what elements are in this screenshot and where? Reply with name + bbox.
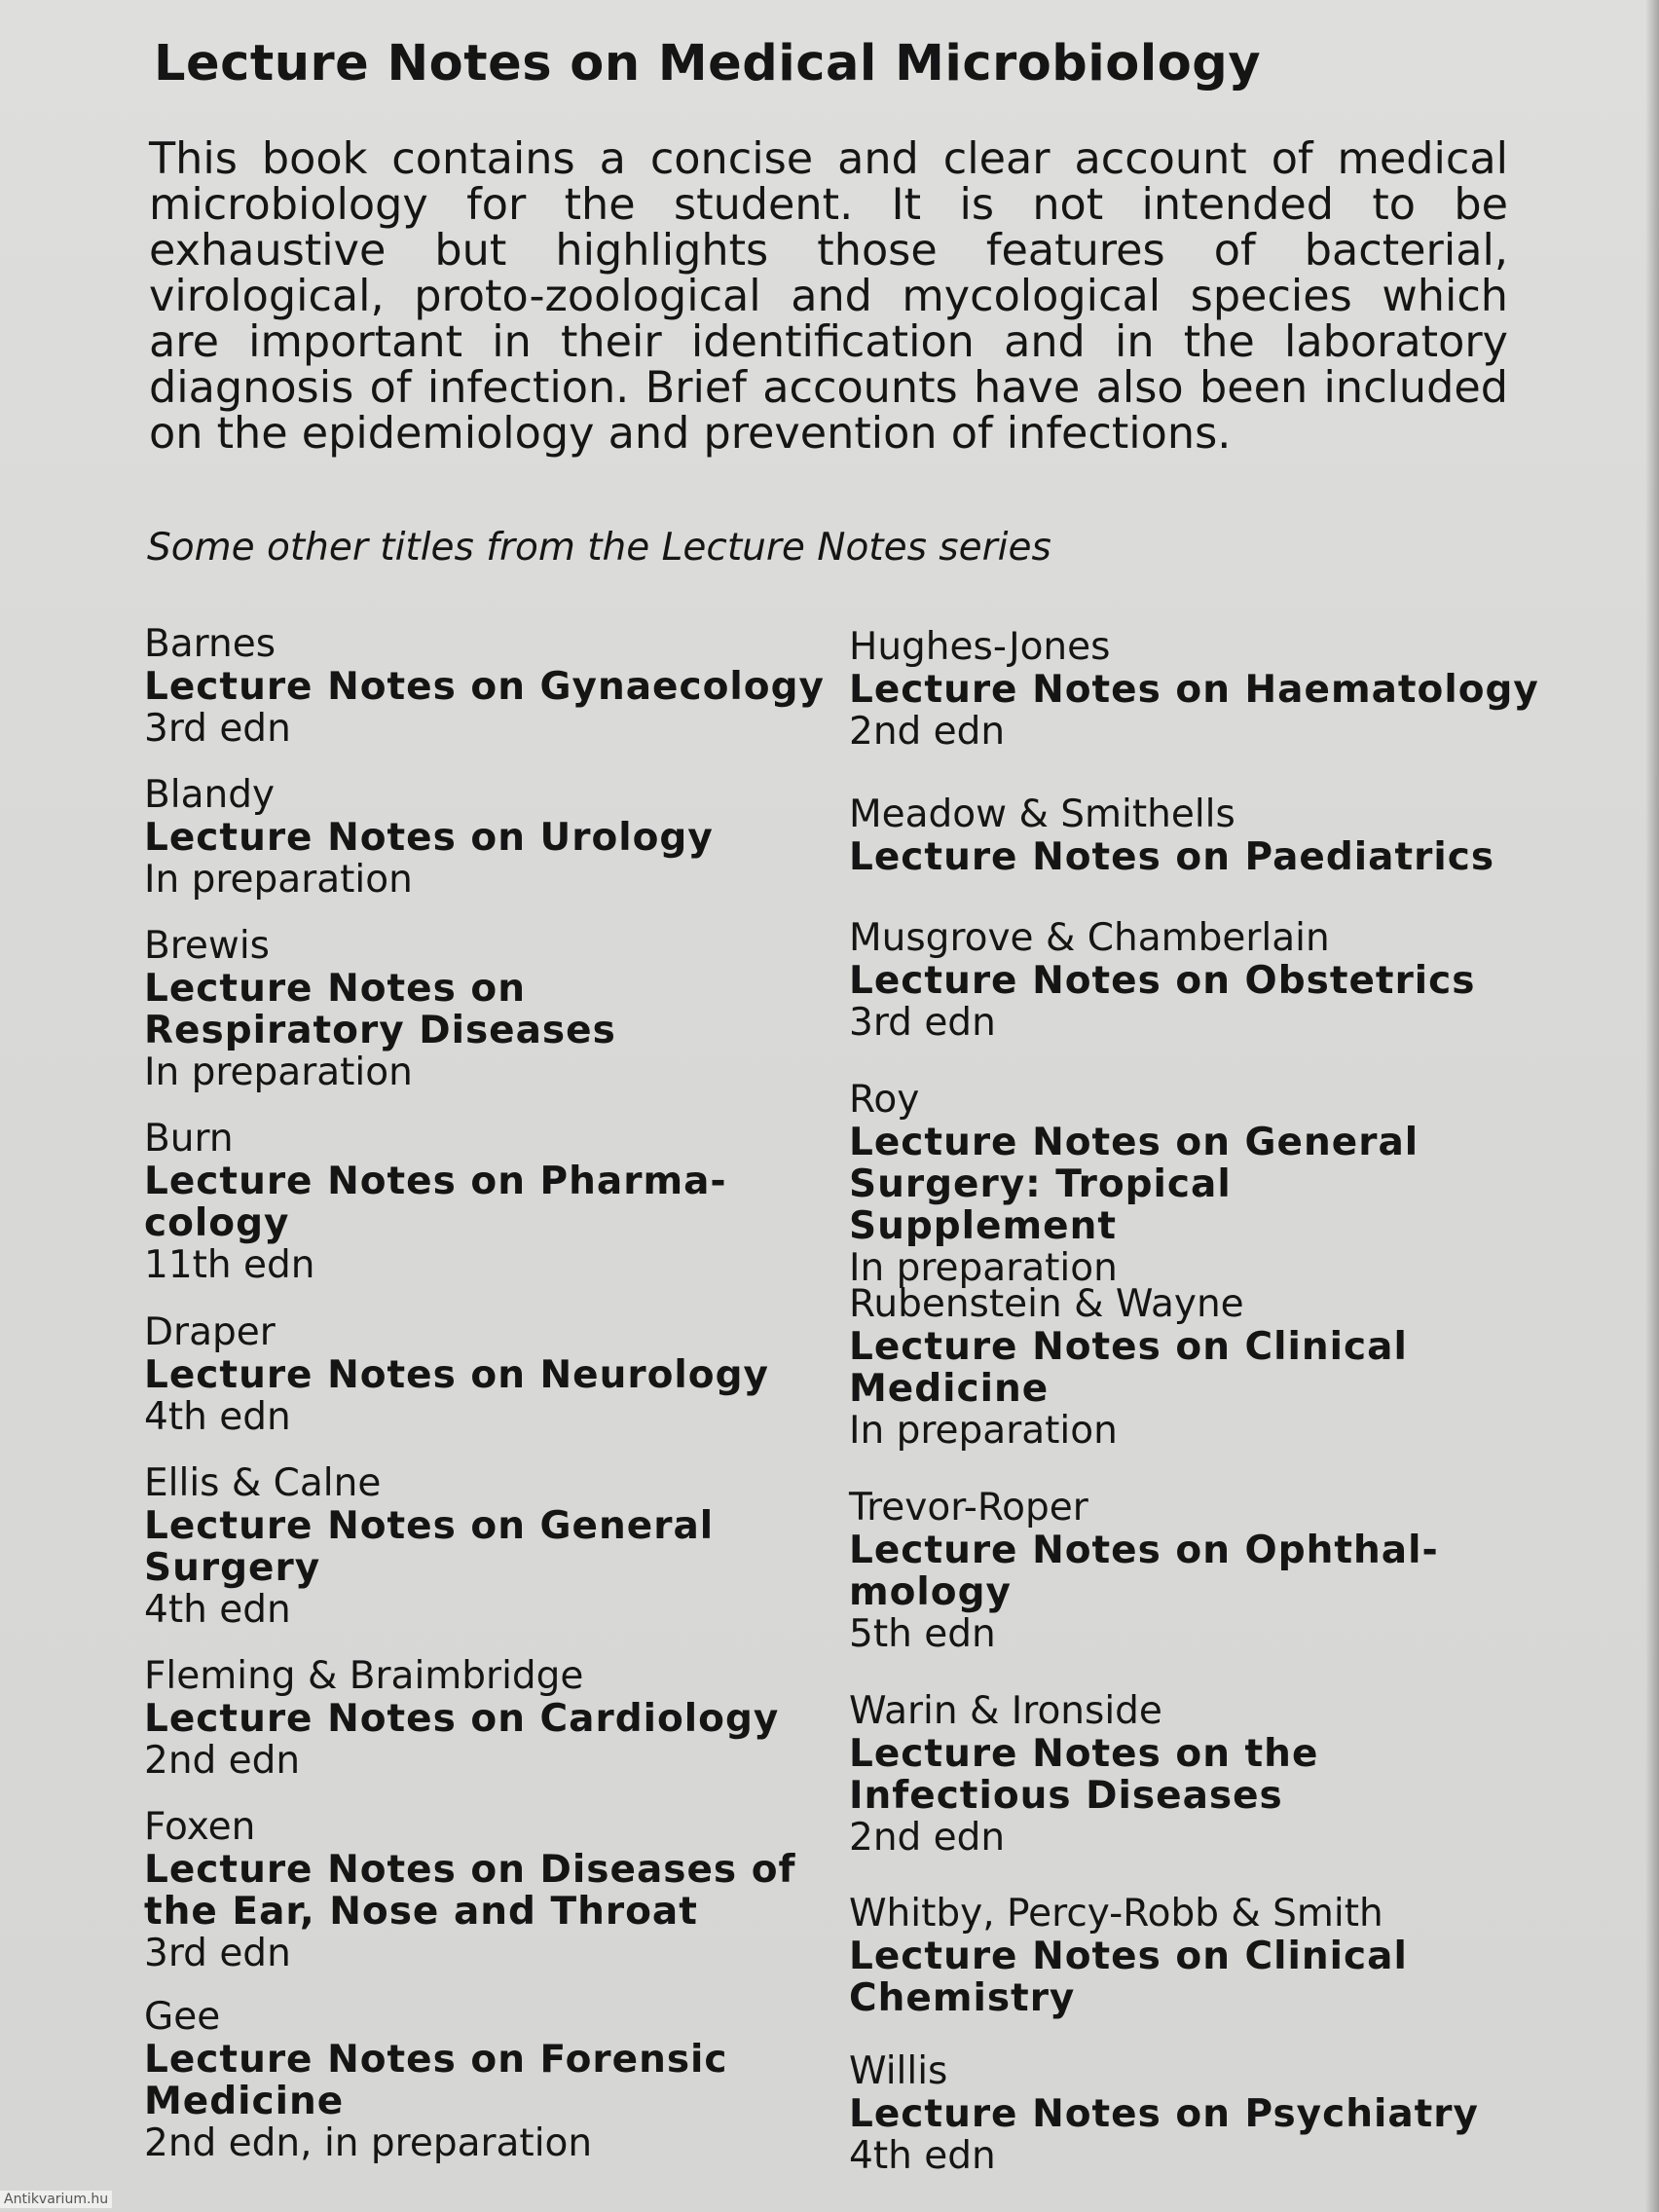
list-item — [144, 1311, 826, 1439]
entry-author: Warin & Ironside — [849, 1689, 1162, 1733]
entry-author: Ellis & Calne — [144, 1461, 382, 1505]
list-item — [849, 1283, 1550, 1453]
entry-author: Burn — [144, 1117, 234, 1161]
entry-title: Lecture Notes on Urology — [144, 816, 714, 860]
entry-author: Hughes-Jones — [849, 625, 1111, 669]
entry-author: Rubenstein & Wayne — [849, 1282, 1244, 1326]
list-item — [849, 1487, 1550, 1656]
entry-title: Lecture Notes on Obstetrics — [849, 959, 1476, 1003]
series-heading: Some other titles from the Lecture Notes series — [147, 526, 1051, 570]
entry-title: Lecture Notes on Respiratory Diseases — [144, 967, 616, 1052]
entry-edition: 3rd edn — [849, 1001, 996, 1045]
entry-title: Lecture Notes on Ophthal-mology — [849, 1529, 1439, 1614]
list-item — [849, 917, 1550, 1045]
entry-title: Lecture Notes on Clinical Chemistry — [849, 1935, 1408, 2020]
entry-title: Lecture Notes on Cardiology — [144, 1697, 780, 1741]
list-item — [849, 1079, 1550, 1290]
entry-title: Lecture Notes on Paediatrics — [849, 835, 1495, 879]
list-item — [144, 925, 826, 1094]
entry-edition: 2nd edn — [144, 1739, 301, 1783]
watermark: Antikvarium.hu — [0, 2191, 112, 2208]
entry-title: Lecture Notes on the Infectious Diseases — [849, 1732, 1319, 1818]
entry-author: Fleming & Braimbridge — [144, 1654, 584, 1698]
list-item — [144, 1996, 826, 2165]
entry-title: Lecture Notes on Pharma-cology — [144, 1160, 727, 1245]
entry-edition: 4th edn — [144, 1395, 291, 1439]
list-item — [849, 1690, 1550, 1860]
entry-title: Lecture Notes on Gynaecology — [144, 665, 825, 709]
entry-edition: 4th edn — [144, 1588, 291, 1632]
entry-author: Brewis — [144, 924, 270, 968]
entry-author: Willis — [849, 2049, 948, 2093]
entry-title: Lecture Notes on General Surgery: Tropical Supplement — [849, 1121, 1419, 1248]
entry-edition: In preparation — [849, 1246, 1118, 1290]
entry-edition: 2nd edn — [849, 1816, 1006, 1860]
list-item — [849, 793, 1550, 878]
list-item — [144, 1118, 826, 1287]
list-item — [849, 1893, 1550, 2019]
entry-edition: 2nd edn — [849, 710, 1006, 754]
list-item — [849, 626, 1550, 754]
entry-author: Gee — [144, 1995, 221, 2039]
page-title: Lecture Notes on Medical Microbiology — [154, 35, 1262, 92]
list-item — [144, 1462, 826, 1632]
entry-author: Foxen — [144, 1805, 256, 1849]
list-item — [144, 774, 826, 902]
entry-author: Barnes — [144, 622, 276, 666]
book-description: This book contains a concise and clear account of medical microbiology for the student. It is not intended to be exhaustive but highlights those features of bacterial, virological, proto-zoological and mycological species which are important in their identification and in the laboratory diagnosis of infection. Brief accounts have also been included on the epidemiology and prevention of infections. — [149, 134, 1508, 459]
entry-author: Musgrove & Chamberlain — [849, 916, 1330, 960]
list-item — [144, 1655, 826, 1783]
entry-author: Trevor-Roper — [849, 1486, 1088, 1530]
entry-author: Blandy — [144, 773, 276, 817]
entry-edition: In preparation — [144, 858, 413, 902]
entry-edition: In preparation — [849, 1409, 1118, 1453]
entry-edition: 2nd edn, in preparation — [144, 2121, 593, 2165]
entry-title: Lecture Notes on Haematology — [849, 668, 1539, 712]
entry-title: Lecture Notes on General Surgery — [144, 1504, 715, 1590]
entry-edition: 3rd edn — [144, 707, 291, 751]
entry-edition: 3rd edn — [144, 1932, 291, 1975]
entry-edition: 11th edn — [144, 1243, 315, 1287]
entry-edition: In preparation — [144, 1051, 413, 1094]
entry-edition: 4th edn — [849, 2134, 996, 2178]
entry-author: Draper — [144, 1310, 276, 1354]
page-edge-shadow — [1645, 0, 1659, 2212]
entry-title: Lecture Notes on Neurology — [144, 1353, 769, 1397]
entry-author: Roy — [849, 1078, 920, 1122]
list-item — [144, 623, 826, 751]
entry-title: Lecture Notes on Diseases of the Ear, Nose and Throat — [144, 1848, 796, 1934]
list-item — [849, 2050, 1550, 2178]
entry-edition: 5th edn — [849, 1612, 996, 1656]
entry-title: Lecture Notes on Psychiatry — [849, 2092, 1479, 2136]
entry-title: Lecture Notes on Forensic Medicine — [144, 2038, 728, 2123]
entry-title: Lecture Notes on Clinical Medicine — [849, 1325, 1408, 1411]
entry-author: Meadow & Smithells — [849, 793, 1235, 836]
entry-author: Whitby, Percy-Robb & Smith — [849, 1892, 1383, 1936]
list-item — [144, 1806, 826, 1975]
